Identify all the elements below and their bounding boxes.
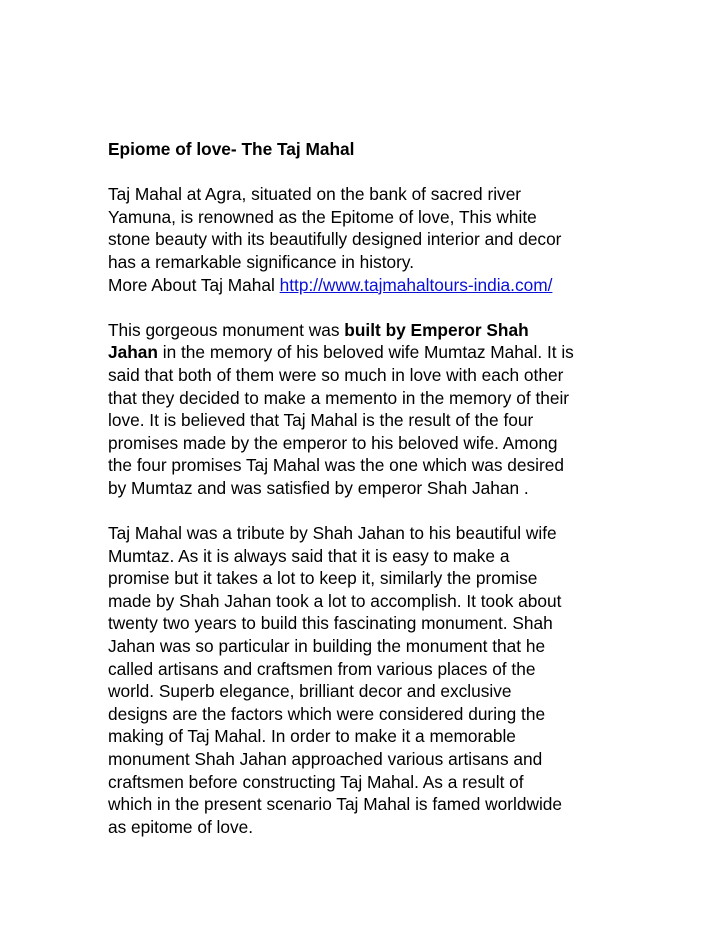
history-line	[108, 319, 628, 342]
tribute-line: monument Shah Jahan approached various artisans and	[108, 749, 543, 770]
document-title: Epiome of love- The Taj Mahal	[108, 139, 355, 159]
paragraph-gap	[108, 500, 628, 523]
intro-line: Yamuna, is renowned as the Epitome of love, This white	[108, 206, 537, 227]
tribute-line: designs are the factors which were considered during the	[108, 703, 546, 724]
more-about-line	[108, 274, 628, 297]
emphasis-text: Jahan	[108, 342, 158, 363]
history-line: love. It is believed that Taj Mahal is the result of the four	[108, 410, 534, 431]
tribute-line: world. Superb elegance, brilliant decor and exclusive	[108, 681, 512, 702]
intro-line: stone beauty with its beautifully designed interior and decor	[108, 229, 562, 250]
intro-line: has a remarkable significance in history.	[108, 251, 415, 272]
tribute-line: made by Shah Jahan took a lot to accomplish. It took about	[108, 590, 562, 611]
more-about-label: More About Taj Mahal	[108, 274, 280, 295]
emphasis-text: built by Emperor Shah	[344, 319, 529, 340]
history-line: that they decided to make a memento in the memory of their	[108, 387, 570, 408]
tribute-line: twenty two years to build this fascinating monument. Shah	[108, 613, 553, 634]
intro-paragraph	[108, 183, 628, 296]
history-text: in the memory of his beloved wife Mumtaz Mahal. It is	[157, 342, 574, 363]
tribute-line: as epitome of love.	[108, 816, 254, 837]
tribute-line: called artisans and craftsmen from various places of the	[108, 658, 536, 679]
tribute-line: which in the present scenario Taj Mahal is famed worldwide	[108, 794, 563, 815]
tribute-line: Mumtaz. As it is always said that it is easy to make a	[108, 545, 510, 566]
history-line: the four promises Taj Mahal was the one which was desired	[108, 455, 564, 476]
paragraph-gap	[108, 296, 628, 319]
tribute-line: craftsmen before constructing Taj Mahal. As a result of	[108, 771, 524, 792]
tribute-line: Taj Mahal was a tribute by Shah Jahan to his beautiful wife	[108, 523, 557, 544]
paragraph-gap	[108, 161, 628, 184]
tajmahal-tours-link[interactable]: http://www.tajmahaltours-india.com/	[279, 274, 553, 295]
history-text: This gorgeous monument was	[108, 319, 345, 340]
intro-line: Taj Mahal at Agra, situated on the bank of sacred river	[108, 184, 522, 205]
history-line	[108, 341, 628, 364]
history-paragraph	[108, 319, 628, 500]
tribute-line: Jahan was so particular in building the monument that he	[108, 636, 546, 657]
tribute-line: making of Taj Mahal. In order to make it a memorable	[108, 726, 516, 747]
tribute-line: promise but it takes a lot to keep it, similarly the promise	[108, 568, 538, 589]
history-line: promises made by the emperor to his beloved wife. Among	[108, 432, 558, 453]
history-line: said that both of them were so much in love with each other	[108, 364, 564, 385]
history-line: by Mumtaz and was satisfied by emperor Shah Jahan .	[108, 477, 529, 498]
tribute-paragraph	[108, 522, 628, 838]
document-page	[108, 138, 628, 838]
